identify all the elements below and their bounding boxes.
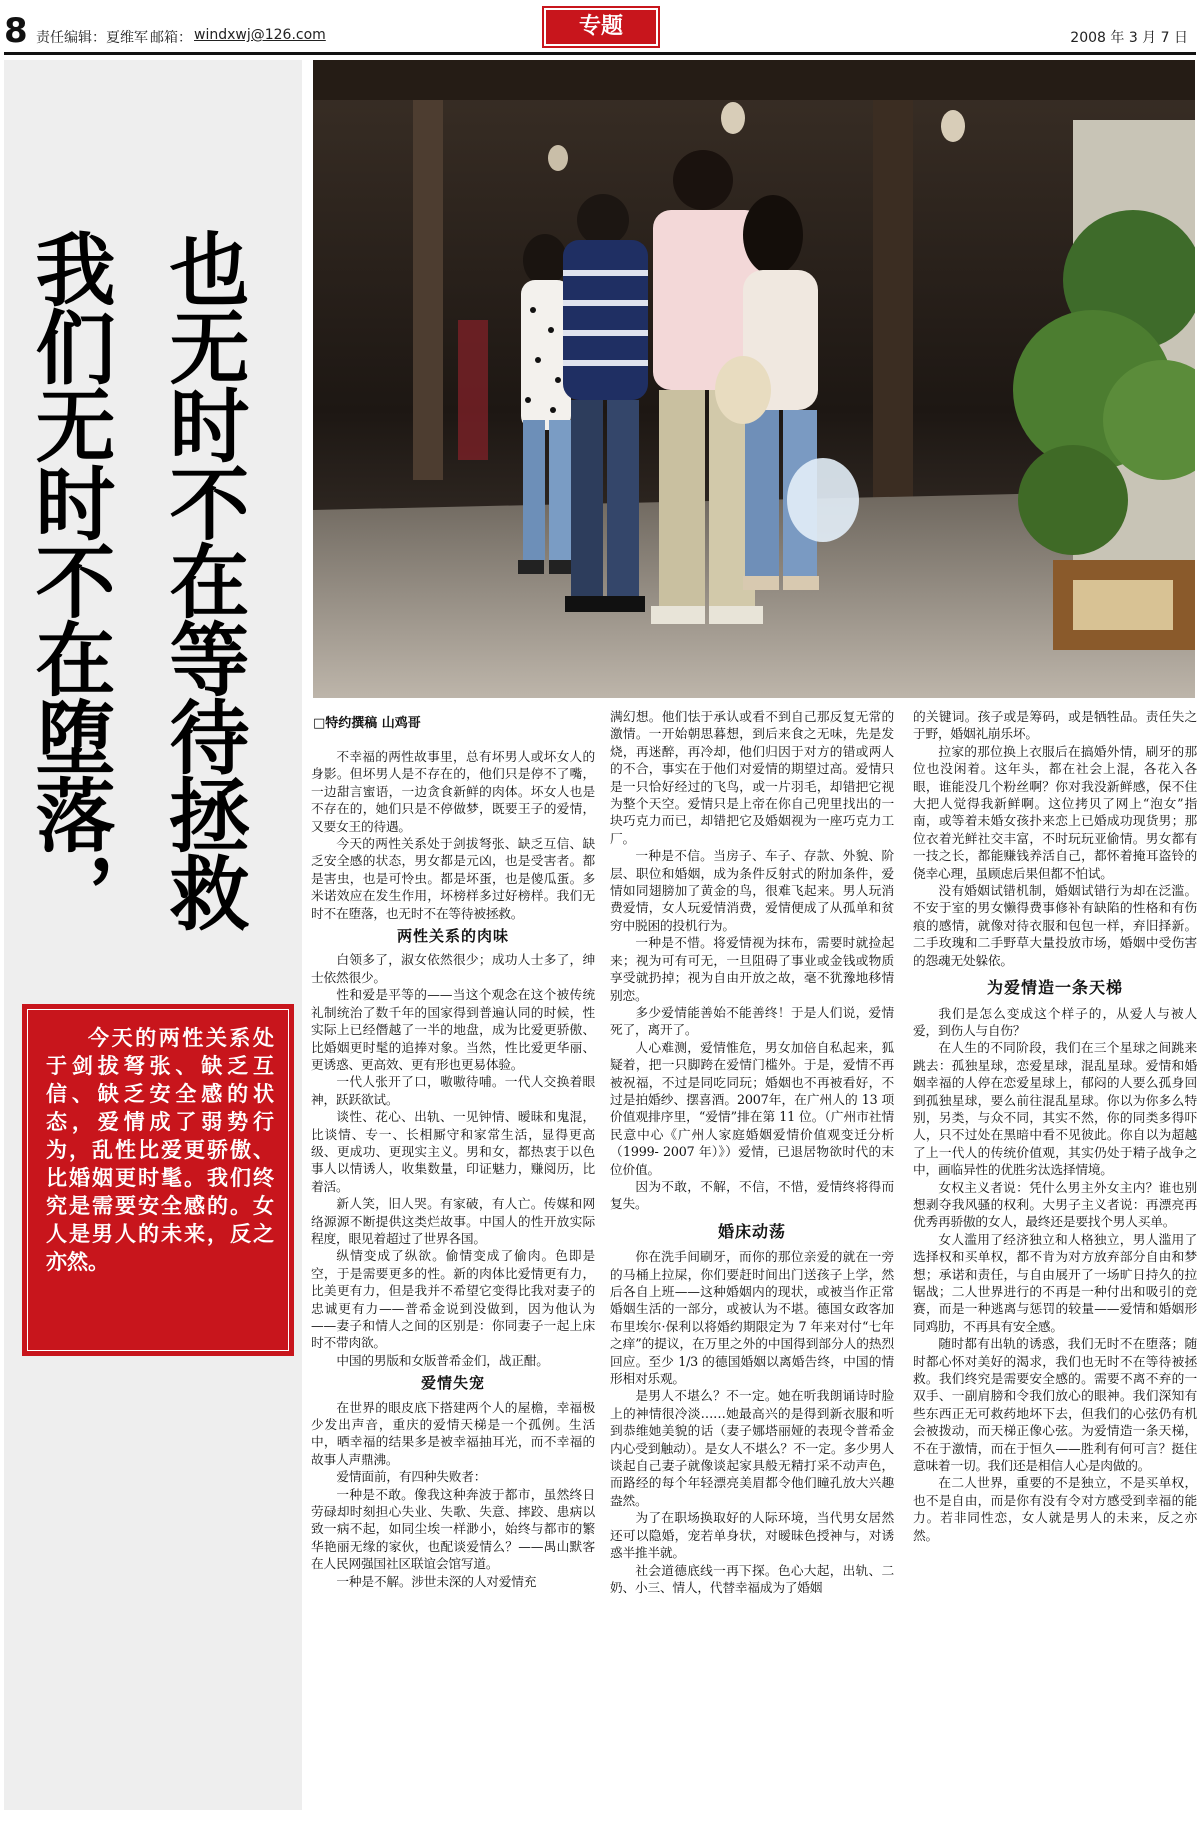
paragraph: 中国的男版和女版普希金们，战正酣。 <box>336 1352 549 1368</box>
mail-link[interactable]: windxwj@126.com <box>194 27 326 43</box>
paragraph: 多少爱情能善始不能善终！于是人们说，爱情死了，离开了。 <box>610 1004 894 1038</box>
paragraph: 爱情面前，有四种失败者： <box>336 1469 487 1485</box>
paragraph: 白领多了，淑女依然很少；成功人士多了，绅士依然很少。 <box>311 952 595 985</box>
paragraph: 满幻想。他们怯于承认或看不到自己那反复无常的激情。一开始朝思暮想，到后来食之无味，先是发烧，再迷醉，再冷却，他们归因于对方的错或两人的不合，事实在于他们对爱情的期望过高。爱情只是一只恰好经过的飞鸟，或一片羽毛，却错把它视为整个天空。爱情只是上帝在你自己兜里找出的一块巧克力而已，却错把它及婚姻视为一座巧克力工厂。 <box>610 709 894 846</box>
section-label: 专题 <box>546 10 656 44</box>
issue-date: 2008 年 3 月 7 日 <box>1070 30 1188 46</box>
paragraph: 拉家的那位换上衣服后在搞婚外情，刷牙的那位也没闲着。这年头，都在社会上混，各花入各眼，谁能没几个粉丝啊？你对我没新鲜感，保不住大把人觉得我新鲜啊。这位拷贝了网上“泡女”指南，或等着未婚女孩扑来恋上已婚成功现货男；那位衣着光鲜社交丰富，不时玩玩亚偷情。男女都有一技之长，都能赚钱养活自己，都怀着掩耳盗铃的侥幸心理，虽顾虑后果但都不怕试。 <box>913 743 1197 881</box>
paragraph: 在二人世界，重要的不是独立，不是买单权，也不是自由，而是你有没有令对方感受到幸福的能力。若非同性恋，女人就是男人的未来，反之亦然。 <box>913 1475 1197 1543</box>
article-column-2 <box>610 708 894 1596</box>
paragraph: 是男人不堪么？不一定。她在听我朗诵诗时脸上的神情很冷淡……她最高兴的是得到新衣服和听到恭维她美貌的话（妻子娜塔丽娅的表现令普希金内心受到触动）。是女人不堪么？不一定。多少男人谈起自己妻子就像谈起家具般无精打采不动声色，而路经的每个年轻漂亮美眉都令他们瞳孔放大兴趣盎然。 <box>610 1388 894 1508</box>
lead-photo <box>313 60 1195 698</box>
paragraph: 谈性、花心、出轨、一见钟情、暧昧和鬼混，比谈情、专一、长相厮守和家常生活，显得更高级、更成功、更现实主义。男和女，都热衷于以色事人以情诱人，收集数量，印证魅力，赚阅历，比着活。 <box>311 1109 595 1194</box>
paragraph: 性和爱是平等的——当这个观念在这个被传统礼制统治了数千年的国家得到普遍认同的时候，性实际上已经僭越了一半的地盘，成为比爱更骄傲、比婚姻更时髦的追捧对象。当然，性比爱更华丽、更诱惑、更高效、更有形也更易体验。 <box>311 987 595 1072</box>
article-column-3 <box>913 708 1197 1544</box>
paragraph: 一种是不信。当房子、车子、存款、外貌、阶层、职位和婚姻，成为条件反射式的附加条件，爱情如同翅膀加了黄金的鸟，很难飞起来。男人玩消费爱情，女人玩爱情消费，爱情便成了从孤单和贫穷中脱困的投机行为。 <box>610 848 894 933</box>
paragraph: 我们是怎么变成这个样子的，从爱人与被人爱，到伤人与自伤？ <box>913 1005 1197 1038</box>
paragraph: 人心难测，爱情惟危，男女加倍自私起来，狐疑着，把一只脚跨在爱情门槛外。于是，爱情不再被祝福，不过是同吃同玩；婚姻也不再被看好，不过是拍婚纱、摆喜酒。2007年，在广州人的 13 项价值观排序里，“爱情”排在第 11 位。（广州市社情民意中心《广州人家庭婚姻爱情价值观变迁分析（1999- 2007 年）》）爱情，已退居物欲时代的末位价值。 <box>610 1039 894 1177</box>
paragraph: 没有婚姻试错机制，婚姻试错行为却在泛滥。不安于室的男女懒得费事修补有缺陷的性格和有伤痕的感情，就像对待衣服和包包一样，弃旧择新。二手玫瑰和二手野草大量投放市场，婚姻中受伤害的怨魂无处躲依。 <box>913 883 1197 968</box>
paragraph: 新人笑，旧人哭。有家破，有人亡。传媒和网络源源不断提供这类烂故事。中国人的性开放实际程度，眼见着超过了世界各国。 <box>311 1196 595 1246</box>
paragraph: 一种是不敢。像我这种奔波于都市，虽然终日劳碌却时刻担心失业、失歌、失意、摔跤、患病以致一病不起，如同尘埃一样渺小，始终与都市的繁华艳丽无缘的家伙，也配谈爱情么？——禺山默客在人民网强国社区联谊会馆写道。 <box>311 1486 595 1572</box>
paragraph: 因为不敢，不解，不信，不惜，爱情终将得而复失。 <box>610 1178 894 1212</box>
paragraph: 纵情变成了纵欲。偷情变成了偷肉。色即是空，于是需要更多的性。新的肉体比爱情更有力，比美更有力，但是我并不希望它变得比我对妻子的忠诚更有力——普希金说到没做到，因为他认为——妻子和情人之间的区别是：你同妻子一起上床时不带肉欲。 <box>311 1248 595 1351</box>
headline-line-1: 也无时不在等待拯救 <box>156 228 249 930</box>
subheading: 为爱情造一条天梯 <box>986 978 1123 998</box>
couples-walking-photo <box>313 60 1195 698</box>
paragraph: 为了在职场换取好的人际环境，当代男女居然还可以隐婚，宠若单身状，对暧昧色授神与，对诱惑半推半就。 <box>610 1510 894 1561</box>
paragraph: 随时都有出轨的诱惑，我们无时不在堕落；随时都心怀对美好的渴求，我们也无时不在等待被拯救。我们终究是需要安全感的。需要不离不弃的一双手、一副肩膀和令我们放心的眼神。我们深知有些东西正无可救药地坏下去，但我们的心弦仍有机会被拨动，而天梯正像心弦。为爱情造一条天梯，不在于激情，而在于恒久——胜利有何可言？挺住意味着一切。我们还是相信人心是肉做的。 <box>913 1336 1197 1474</box>
paragraph: 一代人张开了口，嗷嗷待哺。一代人交换着眼神，跃跃欲试。 <box>311 1074 595 1107</box>
subheading: 爱情失宠 <box>420 1374 485 1393</box>
header-rule <box>4 52 1196 55</box>
subheading: 婚床动荡 <box>717 1221 786 1241</box>
paragraph: 今天的两性关系处于剑拔弩张、缺乏互信、缺乏安全感的状态，男女都是元凶，也是受害者。都是害虫，也是可怜虫。都是坏蛋，也是傻瓜蛋。多米诺效应在发生作用，坏榜样多过好榜样。我们无时不在堕落，也无时不在等待被拯救。 <box>311 836 595 921</box>
pull-quote-text: 今天的两性关系处于剑拔弩张、缺乏互信、缺乏安全感的状态，爱情成了弱势行为，乱性比爱更骄傲、比婚姻更时髦。我们终究是需要安全感的。女人是男人的未来，反之亦然。 <box>27 1009 289 1351</box>
mail-label: 邮箱： <box>150 30 192 46</box>
paragraph: 社会道德底线一再下探。色心大起，出轨、二奶、小三、情人，代替幸福成为了婚姻 <box>610 1562 894 1595</box>
pull-quote-box <box>22 1004 294 1356</box>
headline-line-2: 我们无时不在堕落， <box>22 228 115 930</box>
subheading: 两性关系的肉味 <box>396 927 509 946</box>
section-tab <box>542 6 660 48</box>
article-column-1 <box>311 748 595 1590</box>
paragraph: 女权主义者说：凭什么男主外女主内？谁也别想剥夺我风骚的权利。大男子主义者说：再漂亮再优秀再骄傲的女人，最终还是要找个男人买单。 <box>913 1179 1197 1230</box>
paragraph: 在人生的不同阶段，我们在三个星球之间跳来跳去：孤独星球，恋爱星球，混乱星球。爱情和婚姻幸福的人停在恋爱星球上，郁闷的人要么孤身回到孤独星球，要么前往混乱星球。你以为你多么特别，另类，与众不同，其实不然，你的同类多得吓人，只不过处在黑暗中看不见彼此。你自以为超越了上一代人的传统价值观，其实仍处于精子战争之中，画临异性的优胜劣汰选择情境。 <box>913 1040 1197 1178</box>
paragraph: 一种是不解。涉世未深的人对爱情充 <box>336 1573 537 1589</box>
paragraph: 在世界的眼皮底下搭建两个人的屋檐，幸福极少发出声音，重庆的爱情天梯是一个孤例。生活中，晒幸福的结果多是被幸福抽耳光，而不幸福的故事人声鼎沸。 <box>311 1399 595 1467</box>
paragraph: 的关键词。孩子或是筹码，或是牺牲品。责任失之于野，婚姻礼崩乐坏。 <box>913 709 1197 742</box>
paragraph: 一种是不惜。将爱情视为抹布，需要时就捡起来；视为可有可无，一旦阻碍了事业或金钱或物质享受就扔掉；视为自由开放之故，毫不犹豫地移情别恋。 <box>610 935 894 1003</box>
paragraph: 女人滥用了经济独立和人格独立，男人滥用了选择权和买单权，都不肯为对方放弃部分自由和梦想；承诺和责任，与自由展开了一场旷日持久的拉锯战；二人世界进行的不再是一种付出和吸引的竞赛，而是一种逃离与惩罚的较量——爱情和婚姻形同鸡肋，不再具有安全感。 <box>913 1231 1197 1334</box>
byline: □特约撰稿 山鸡哥 <box>313 716 421 731</box>
paragraph: 你在洗手间刷牙，而你的那位亲爱的就在一旁的马桶上拉屎，你们要赶时间出门送孩子上学，然后各自上班——这种婚姻内的现状，或被当作正常婚姻生活的一部分，或被认为不堪。德国女政客加布里埃尔·保利以将婚约期限定为 7 年来对付“七年之痒”的提议，在万里之外的中国得到部分人的热烈回应。至少 1/3 的德国婚姻以离婚告终，中国的情形相对乐观。 <box>610 1249 894 1387</box>
page-number: 8 <box>4 11 28 51</box>
paragraph: 不幸福的两性故事里，总有坏男人或坏女人的身影。但坏男人是不存在的，他们只是停不了嘴，一边甜言蜜语，一边贪食新鲜的肉体。坏女人也是不存在的，她们只是不停做梦，既要王子的爱情，又要女王的待遇。 <box>311 749 595 834</box>
editor-credit: 责任编辑：夏维军 <box>36 30 148 46</box>
